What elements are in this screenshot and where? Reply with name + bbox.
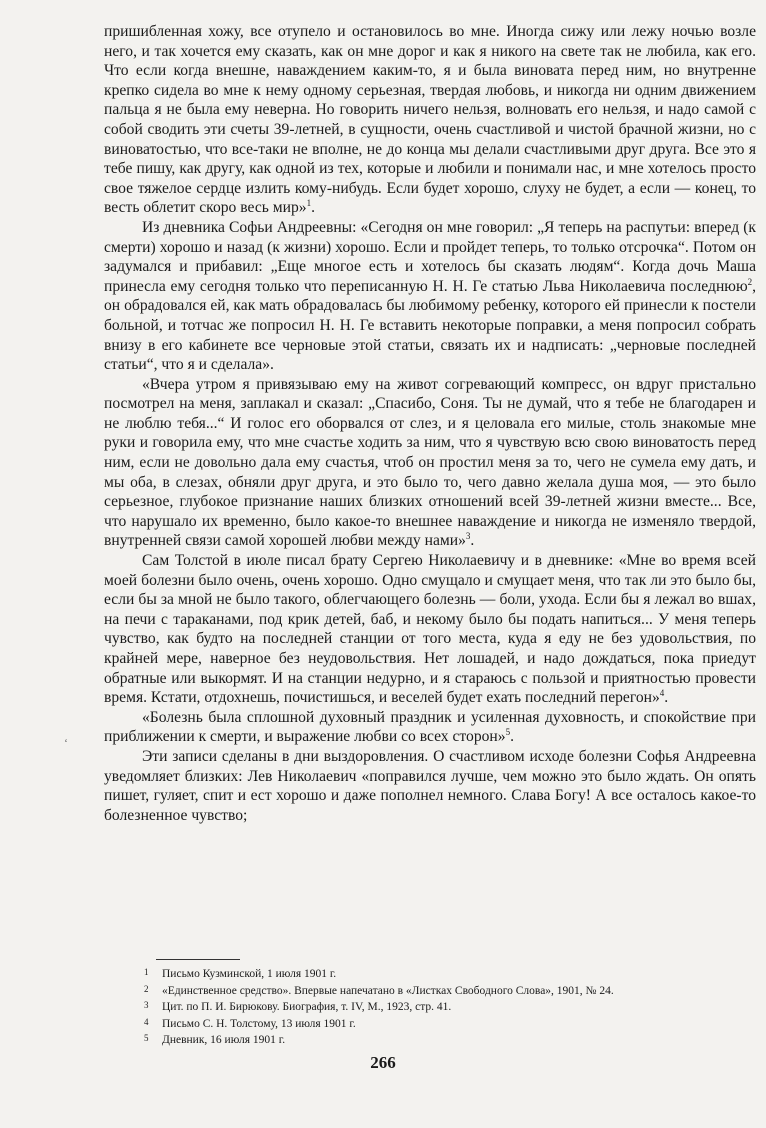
footnote-number: 2 (144, 983, 149, 994)
footnote-ref-1: 1 (306, 198, 312, 209)
footnote-ref-5: 5 (505, 727, 511, 738)
footnote-text: Дневник, 16 июля 1901 г. (162, 1034, 286, 1047)
paragraph-5: «Болезнь была сплошной духовный праздник и усиленная духовность, и спокойствие при приближении к смерти, и выражение любви со всех сторон»$^5$. (104, 708, 756, 746)
paragraph-text: Сам Толстой в июле писал брату Сергею Николаевичу и в дневнике: «Мне во время всей моей болезни было очень, очень хорошо. Одно смущало и смущает меня, что так ли это было бы, если бы за мной не было такого, облегчающего болезнь — боли, ухода. Если бы я лежал во вшах, на печи с тараканами, под крик детей, баб, и некому было бы подать напиться... У меня теперь чувство, как будто на последней станции от того места, куда я еду не без удовольствия, по крайней мере, наверное без неудовольствия. Нет лошадей, и надо дождаться, пока приедут обратные или выкормят. И на станции недурно, и я стараюсь с пользой и приятностью провести время. Кстати, отдохнешь, почистишься, и веселей будет ехать последний перегон» (104, 552, 756, 707)
paragraph-2 (104, 218, 756, 375)
paragraph-6 (104, 747, 756, 825)
paragraph-text-continued: , он обрадовался ей, как мать обрадовалась бы любимому ребенку, которого ей принесли к постели больной, и тотчас же попросил Н. Н. Ге вставить некоторые поправки, а меня попросил собрать внизу в его кабинете все черновые этой статьи, связать их и надписать: „черновые последней статьи“, что я и сделала». (104, 277, 756, 374)
paragraph-4: Сам Толстой в июле писал брату Сергею Николаевичу и в дневнике: «Мне во время всей моей болезни было очень, очень хорошо. Одно смущало и смущает меня, что так ли это было бы, если бы за мной не было такого, облегчающего болезнь — боли, ухода. Если бы я лежал во вшах, на печи с тараканами, под крик детей, баб, и некому было бы подать напиться... У меня теперь чувство, как будто на последней станции от того места, куда я еду не без удовольствия, по крайней мере, наверное без неудовольствия. Нет лошадей, и надо дождаться, пока приедут обратные или выкормят. И на станции недурно, и я стараюсь с пользой и приятностью провести время. Кстати, отдохнешь, почистишься, и веселей будет ехать последний перегон»$^4$. (104, 552, 756, 707)
footnote-divider (156, 959, 240, 960)
footnote-number: 5 (144, 1033, 149, 1044)
footnote-item (144, 982, 764, 999)
footnote-number: 1 (144, 967, 149, 977)
page-body (104, 22, 756, 825)
footnote-ref-2: 2 (747, 276, 753, 287)
paragraph-text: пришибленная хожу, все отупело и остановилось во мне. Иногда сижу или лежу ночью возле него, и так хочется ему сказать, как он мне дорог и как я никого на свете так не любила, как его. Что если когда внешне, наваждением каким-то, я и была виновата перед ним, но внутренне крепко сидела во мне к нему одному серьезная, твердая любовь, и никогда ни одним движением пальца я не была ему неверна. Но говорить ничего нельзя, волновать его нельзя, и надо самой с собой сводить эти счеты 39-летней, в сущности, очень счастливой и чистой брачной жизни, но с виноватостью, что все-таки не вполне, не до конца мы делали счастливыми друг друга. Все это я тебе пишу, как другу, как одной из тех, которые и любили и понимали нас, и мне хотелось просто свое тяжелое сердце излить кому-нибудь. Если будет хорошо, слуху не будет, а если — конец, то весть облетит скоро весь мир» (104, 23, 756, 217)
page-number: 266 (370, 1053, 396, 1072)
footnote-item (144, 1031, 764, 1048)
footnote-item (144, 965, 764, 982)
margin-mark: ‘ (64, 736, 68, 750)
paragraph-text: «Вчера утром я привязываю ему на живот согревающий компресс, он вдруг пристально посмотрел на меня, заплакал и сказал: „Спасибо, Соня. Ты не думай, что я тебе не благодарен и не люблю тебя...“ И голос его оборвался от слез, и я целовала его милые, столь знакомые мне руки и говорила ему, что мне счастье ходить за ним, что я чувствую всю свою виноватость перед ним, если не довольно дала ему счастья, чтоб он простил меня за то, чего не сумела ему дать, и мы оба, в слезах, обняли друг друга, и это было то, чего давно желала душа моя, — это было серьезное, глубокое признание наших близких отношений всей 39-летней жизни вместе... Все, что нарушало их временно, было какое-то внешнее наваждение и никогда не изменяло твердой, внутренней связи самой хорошей любви между нами» (104, 375, 756, 550)
footnote-ref-3: 3 (465, 531, 471, 542)
paragraph-text: «Болезнь была сплошной духовный праздник и усиленная духовность, и спокойствие при приближении к смерти, и выражение любви со всех сторон» (104, 708, 756, 746)
footnote-number: 4 (144, 1016, 149, 1027)
footnote-text: Письмо С. Н. Толстому, 13 июля 1901 г. (162, 1017, 356, 1030)
paragraph-text: Из дневника Софьи Андреевны: «Сегодня он мне говорил: „Я теперь на распутьи: вперед (к смерти) хорошо и назад (к жизни) хорошо. Если и пройдет теперь, то только отсрочка“. Потом он задумался и прибавил: „Еще многое есть и хотелось бы сказать людям“. Когда дочь Маша принесла ему сегодня только что переписанную Н. Н. Ге статью Льва Николаевича последнюю (104, 218, 756, 295)
footnote-item (144, 1015, 764, 1032)
footnote-text: Цит. по П. И. Бирюкову. Биография, т. IV, М., 1923, стр. 41. (162, 1001, 452, 1014)
footnotes (144, 965, 764, 1048)
footnote-number: 3 (144, 1000, 149, 1011)
footnote-item (144, 998, 764, 1015)
paragraph-text: Эти записи сделаны в дни выздоровления. О счастливом исходе болезни Софья Андреевна уведомляет близких: Лев Николаевич «поправился лучше, чем можно это было ждать. Он опять пишет, гуляет, спит и ест хорошо и даже пополнел немного. Слава Богу! А все осталось какое-то болезненное чувство; (104, 747, 756, 824)
main-text (104, 22, 756, 825)
paragraph-1: пришибленная хожу, все отупело и остановилось во мне. Иногда сижу или лежу ночью возле него, и так хочется ему сказать, как он мне дорог и как я никого на свете так не любила, как его. Что если когда внешне, наваждением каким-то, я и была виновата перед ним, но внутренне крепко сидела во мне к нему одному серьезная, твердая любовь, и никогда ни одним движением пальца я не была ему неверна. Но говорить ничего нельзя, волновать его нельзя, и надо самой с собой сводить эти счеты 39-летней, в сущности, очень счастливой и чистой брачной жизни, но с виноватостью, что все-таки не вполне, не до конца мы делали счастливыми друг друга. Все это я тебе пишу, как другу, как одной из тех, которые и любили и понимали нас, и мне хотелось просто свое тяжелое сердце излить кому-нибудь. Если будет хорошо, слуху не будет, а если — конец, то весть облетит скоро весь мир»$^1$. (104, 23, 756, 217)
footnote-text: «Единственное средство». Впервые напечатано в «Листках Свободного Слова», 1901, № 24. (162, 984, 614, 997)
footnote-ref-4: 4 (659, 688, 665, 698)
footnote-text: Письмо Кузминской, 1 июля 1901 г. (162, 968, 337, 980)
paragraph-3: «Вчера утром я привязываю ему на живот согревающий компресс, он вдруг пристально посмотрел на меня, заплакал и сказал: „Спасибо, Соня. Ты не думай, что я тебе не благодарен и не люблю тебя...“ И голос его оборвался от слез, и я целовала его милые, столь знакомые мне руки и говорила ему, что мне счастье ходить за ним, что я чувствую всю свою виноватость перед ним, если не довольно дала ему счастья, чтоб он простил меня за то, чего не сумела ему дать, и мы оба, в слезах, обняли друг друга, и это было то, чего давно желала душа моя, — это было серьезное, глубокое признание наших близких отношений всей 39-летней жизни вместе... Все, что нарушало их временно, было какое-то внешнее наваждение и никогда не изменяло твердой, внутренней связи самой хорошей любви между нами»$^3$. (104, 375, 756, 550)
